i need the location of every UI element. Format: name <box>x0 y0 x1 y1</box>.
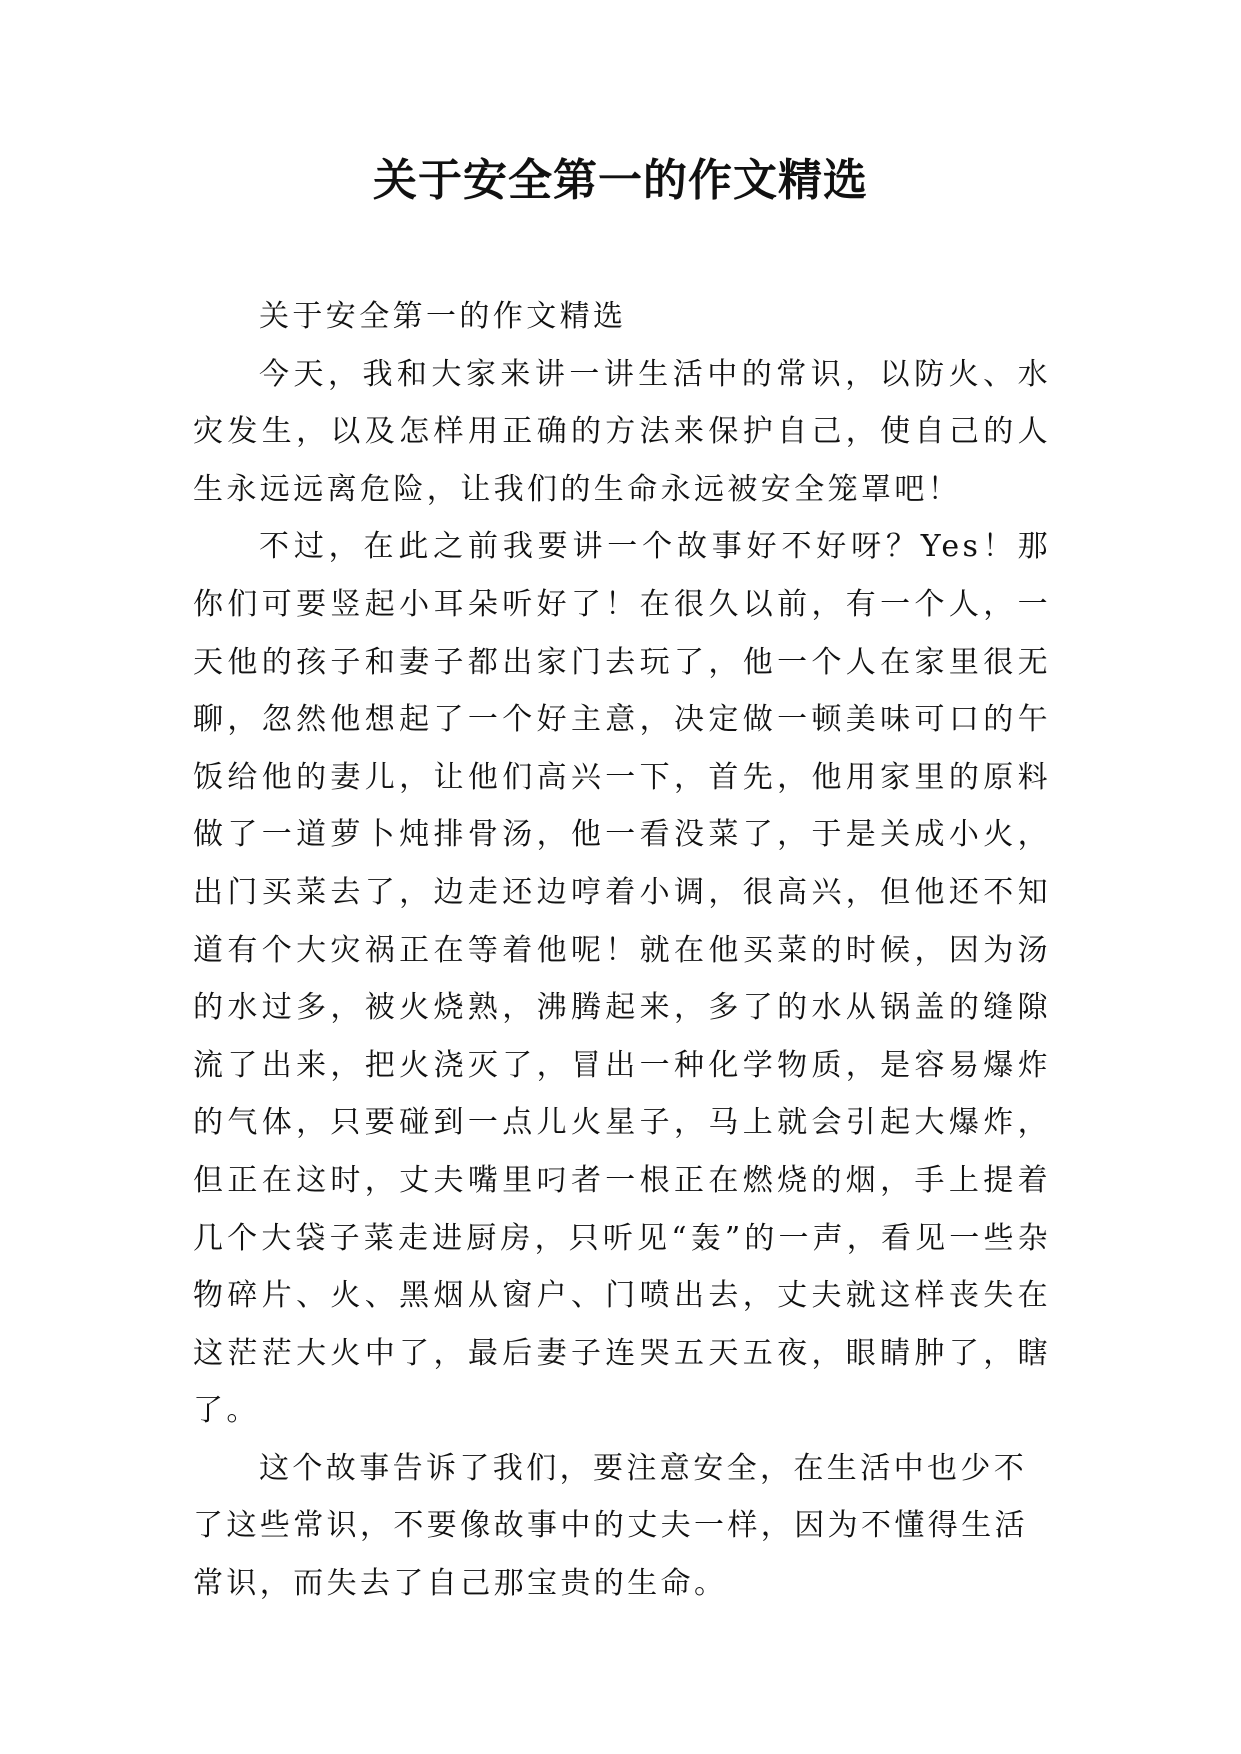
document-title: 关于安全第一的作文精选 <box>373 155 868 206</box>
document-body <box>193 288 1051 1613</box>
paragraph-conclusion: 这个故事告诉了我们，要注意安全，在生活中也少不了这些常识，不要像故事中的丈夫一样，因为不懂得生活常识，而失去了自己那宝贵的生命。 <box>193 1450 1028 1602</box>
paragraph-subtitle: 关于安全第一的作文精选 <box>259 299 627 334</box>
paragraph-intro: 今天，我和大家来讲一讲生活中的常识，以防火、水灾发生，以及怎样用正确的方法来保护自己，使自己的人生永远远离危险，让我们的生命永远被安全笼罩吧！ <box>193 356 1051 507</box>
paragraph-story: 不过，在此之前我要讲一个故事好不好呀？Yes！那你们可要竖起小耳朵听好了！在很久以前，有一个人，一天他的孩子和妻子都出家门去玩了，他一个人在家里很无聊，忽然他想起了一个好主意，决定做一顿美味可口的午饭给他的妻儿，让他们高兴一下，首先，他用家里的原料做了一道萝卜炖排骨汤，他一看没菜了，于是关成小火，出门买菜去了，边走还边哼着小调，很高兴，但他还不知道有个大灾祸正在等着他呢！就在他买菜的时候，因为汤的水过多，被火烧熟，沸腾起来，多了的水从锅盖的缝隙流了出来，把火浇灭了，冒出一种化学物质，是容易爆炸的气体，只要碰到一点儿火星子，马上就会引起大爆炸，但正在这时，丈夫嘴里叼者一根正在燃烧的烟，手上提着几个大袋子菜走进厨房，只听见“轰”的一声，看见一些杂物碎片、火、黑烟从窗户、门喷出去，丈夫就这样丧失在这茫茫大火中了，最后妻子连哭五天五夜，眼睛肿了，瞎了。 <box>193 529 1051 1429</box>
